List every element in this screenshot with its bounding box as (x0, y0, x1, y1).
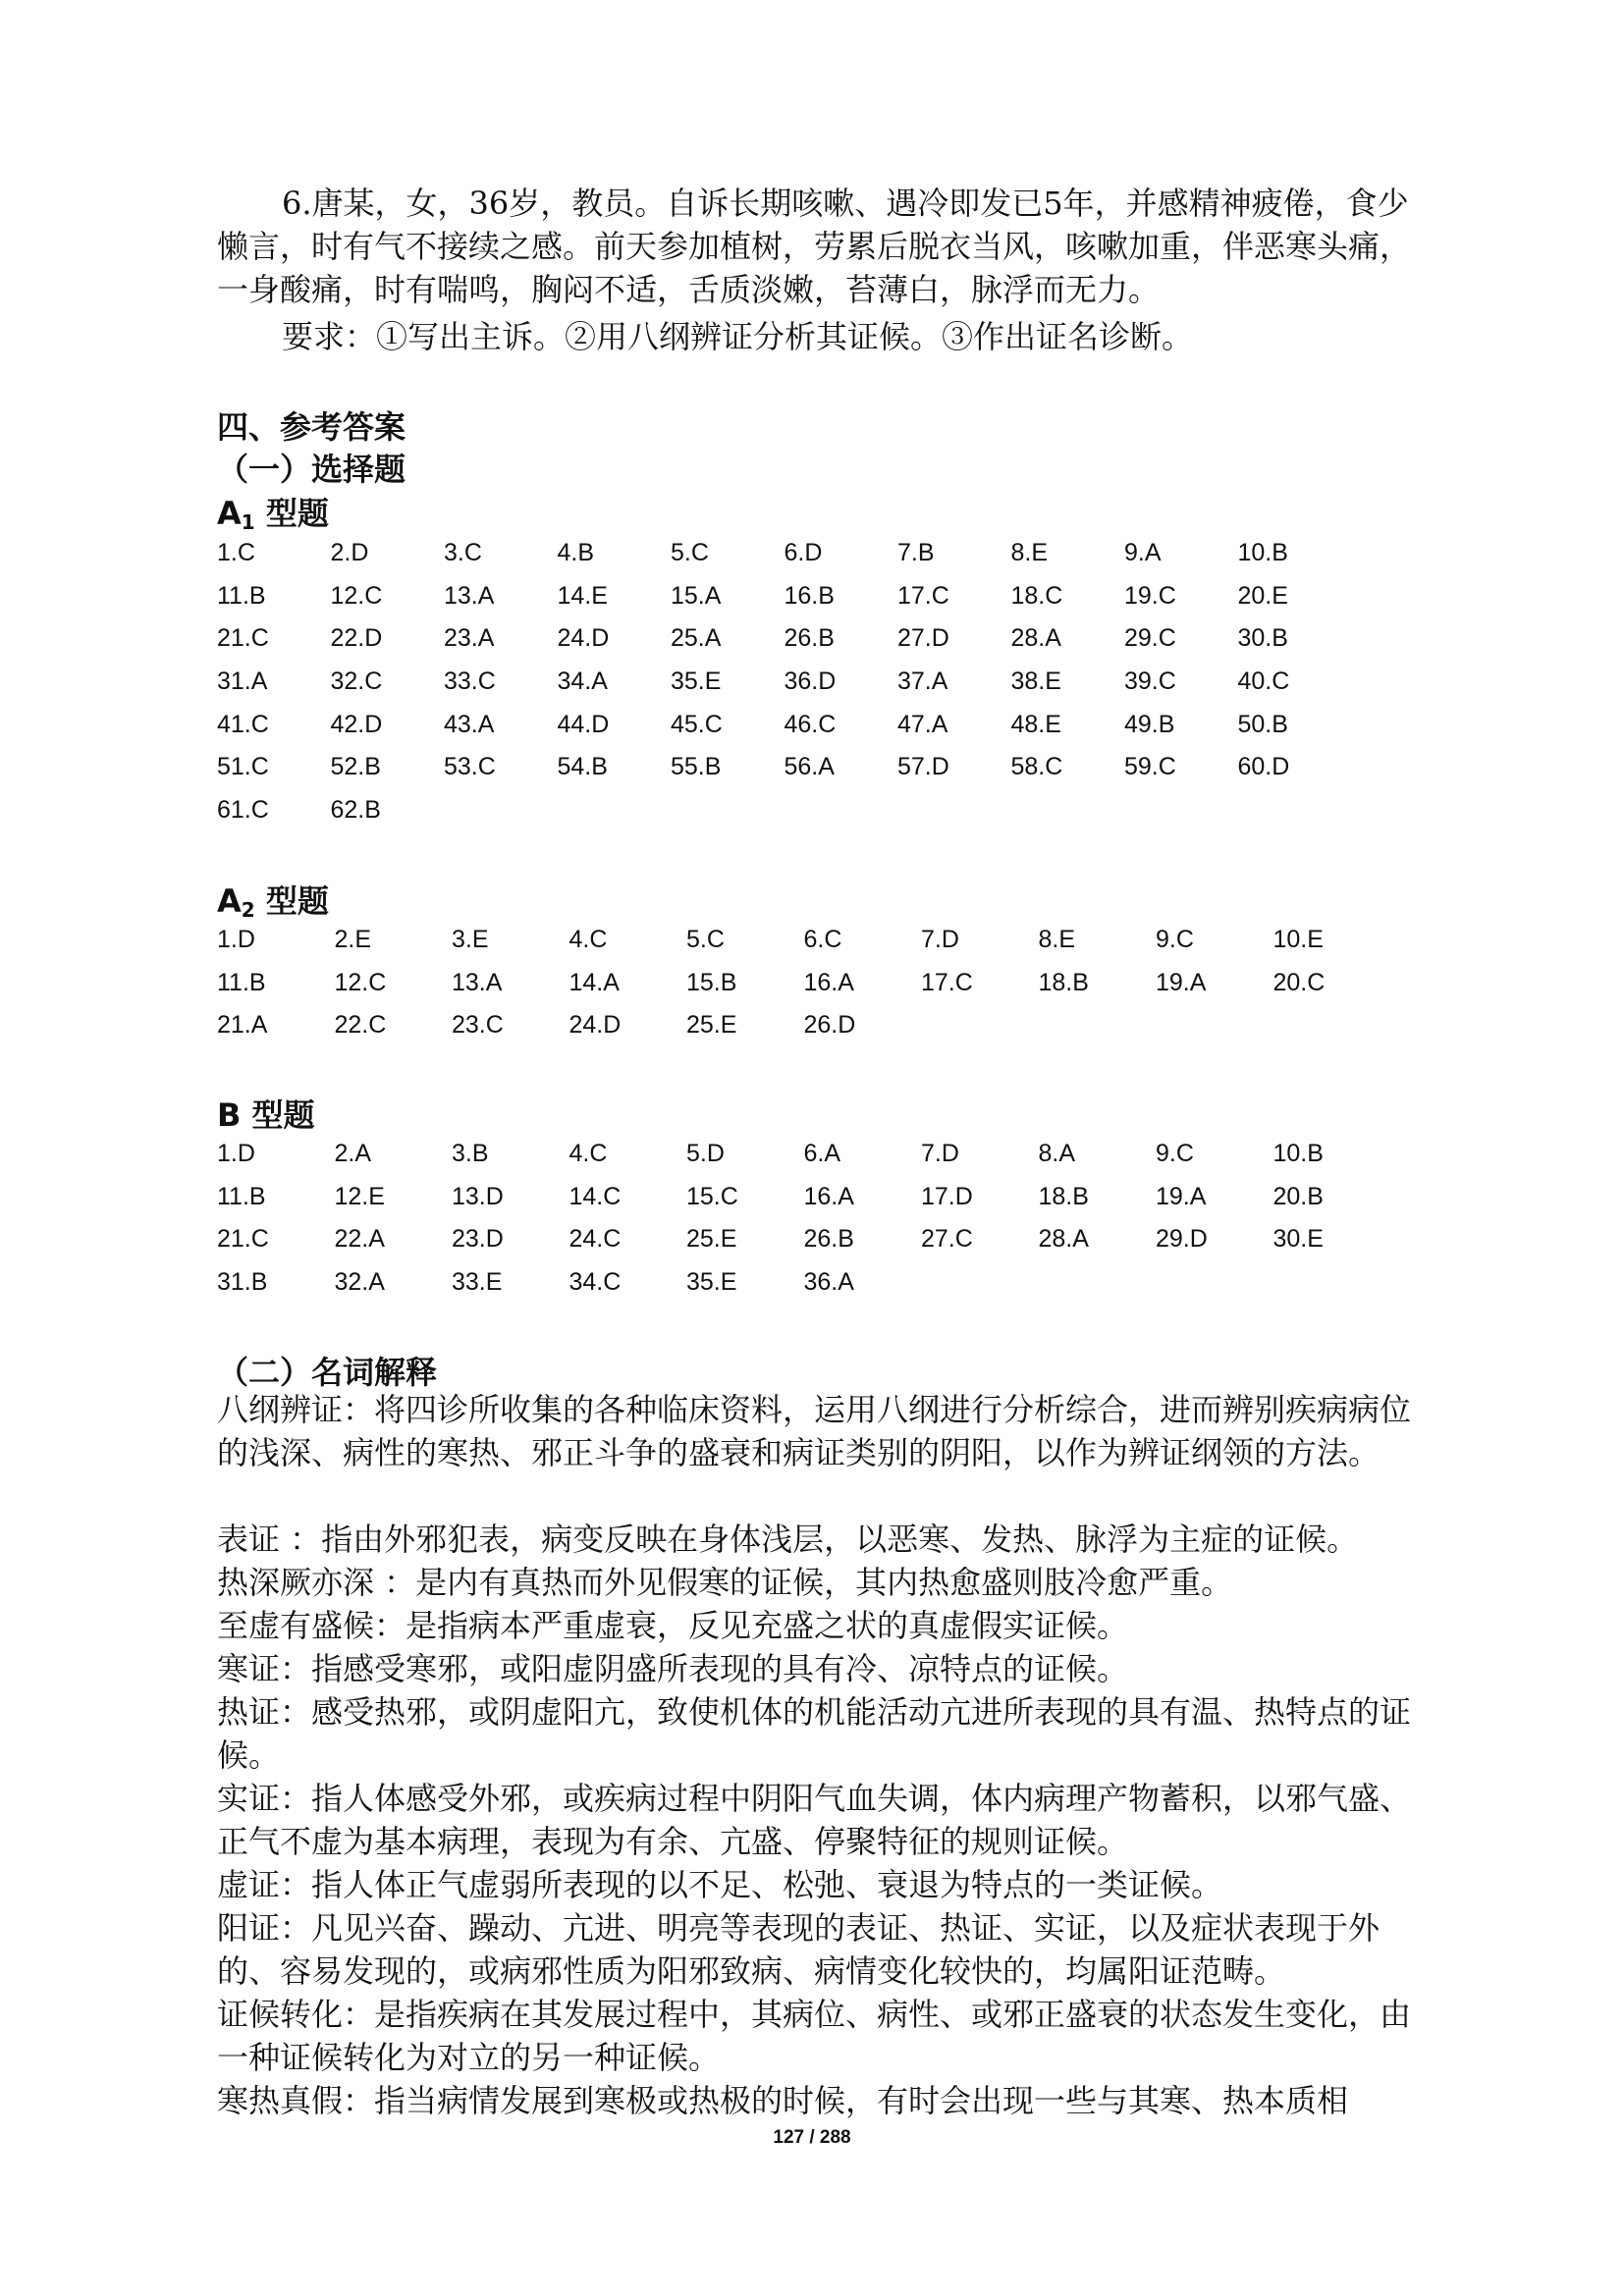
answer-cell: 47.A (897, 710, 948, 738)
answer-row (217, 582, 1351, 625)
a1-heading-sub: 1 (241, 510, 255, 534)
answer-cell: 23.D (452, 1225, 504, 1254)
answer-cell: 27.C (921, 1225, 973, 1254)
answer-cell: 33.E (452, 1268, 503, 1297)
answer-cell: 60.D (1237, 753, 1290, 781)
definition-item: 阳证：凡见兴奋、躁动、亢进、明亮等表现的表证、热证、实证，以及症状表现于外的、容易发现的，或病邪性质为阳邪致病、病情变化较快的，均属阳证范畴。 (217, 1909, 1380, 1990)
answer-cell: 44.D (557, 710, 610, 738)
answer-cell: 11.B (217, 1182, 266, 1210)
answer-cell: 21.A (217, 1011, 268, 1040)
answer-cell: 3.C (444, 539, 482, 566)
answer-row (217, 1011, 1390, 1054)
answer-cell: 23.A (444, 624, 495, 653)
answer-cell: 52.B (330, 753, 381, 781)
a2-heading-sub: 2 (241, 898, 255, 922)
answer-cell: 21.C (217, 1225, 269, 1254)
answer-cell: 11.B (217, 581, 266, 610)
answer-cell: 17.C (897, 581, 949, 610)
answer-cell: 55.B (671, 753, 722, 781)
a2-heading (217, 877, 329, 922)
answer-cell: 14.E (557, 581, 608, 610)
answer-cell: 32.A (334, 1268, 385, 1297)
answer-cell: 31.A (217, 667, 268, 696)
answer-cell: 16.A (803, 968, 854, 996)
answer-cell: 8.A (1038, 1140, 1076, 1167)
answer-cell: 20.B (1272, 1182, 1324, 1210)
answer-cell: 16.A (803, 1182, 854, 1210)
answer-cell: 4.C (568, 1140, 608, 1167)
answer-row (217, 1268, 1390, 1311)
answer-cell: 50.B (1237, 710, 1288, 738)
answer-cell: 12.E (334, 1182, 385, 1210)
answer-cell: 10.B (1272, 1140, 1324, 1167)
answer-cell: 17.D (921, 1182, 973, 1210)
answer-row (217, 753, 1351, 796)
answer-cell: 15.B (686, 968, 737, 996)
answer-cell: 54.B (557, 753, 608, 781)
answer-cell: 22.C (334, 1011, 387, 1040)
answer-row (217, 667, 1351, 711)
case-paragraph: 6.唐某，女，36岁，教员。自诉长期咳嗽、遇冷即发已5年，并感精神疲倦，食少懒言，时有气不接续之感。前天参加植树，劳累后脱衣当风，咳嗽加重，伴恶寒头痛，一身酸痛，时有喘鸣，胸闷不适，舌质淡嫩，苔薄白，脉浮而无力。 (217, 185, 1412, 308)
answer-cell: 4.B (557, 539, 595, 566)
a2-heading-main: A (217, 882, 242, 920)
answer-cell: 31.B (217, 1268, 268, 1297)
answer-cell: 20.C (1272, 968, 1326, 996)
answer-row (217, 926, 1390, 969)
a2-answer-grid (217, 926, 1390, 1054)
b-answer-grid (217, 1140, 1390, 1311)
answer-cell: 28.A (1038, 1225, 1089, 1254)
answer-cell: 48.E (1010, 710, 1061, 738)
case-requirement: 要求：①写出主诉。②用八纲辨证分析其证候。③作出证名诊断。 (282, 318, 1194, 355)
answer-cell: 6.D (784, 539, 823, 566)
answer-cell: 24.D (557, 624, 610, 653)
answer-cell: 56.A (784, 753, 835, 781)
answer-cell: 9.A (1124, 539, 1162, 566)
answer-cell: 18.B (1038, 1182, 1089, 1210)
answer-cell: 61.C (217, 796, 269, 825)
answer-cell: 1.D (217, 926, 255, 953)
answer-cell: 14.A (568, 968, 620, 996)
answer-cell: 7.D (921, 1140, 959, 1167)
answer-cell: 12.C (334, 968, 387, 996)
answer-cell: 49.B (1124, 710, 1175, 738)
answer-cell: 20.E (1237, 581, 1288, 610)
answer-cell: 2.D (330, 539, 369, 566)
answer-cell: 24.D (568, 1011, 622, 1040)
answer-cell: 35.E (686, 1268, 737, 1297)
answer-cell: 25.A (671, 624, 722, 653)
a1-answer-grid (217, 539, 1351, 839)
answer-cell: 5.C (671, 539, 709, 566)
answer-cell: 45.C (671, 710, 723, 738)
section-title-choice: （一）选择题 (217, 451, 406, 488)
answer-cell: 15.A (671, 581, 722, 610)
definition-item: 表证 ：指由外邪犯表，病变反映在身体浅层，以恶寒、发热、脉浮为主症的证候。 (217, 1521, 1359, 1558)
answer-cell: 37.A (897, 667, 948, 696)
answer-cell: 32.C (330, 667, 383, 696)
section-title-answers: 四、参考答案 (217, 408, 406, 446)
answer-cell: 46.C (784, 710, 837, 738)
answer-cell: 24.C (568, 1225, 622, 1254)
answer-cell: 18.B (1038, 968, 1089, 996)
answer-cell: 27.D (897, 624, 949, 653)
answer-row (217, 711, 1351, 754)
answer-cell: 19.A (1156, 1182, 1207, 1210)
answer-cell: 10.E (1272, 926, 1324, 953)
answer-cell: 21.C (217, 624, 269, 653)
answer-cell: 26.D (803, 1011, 856, 1040)
answer-cell: 13.A (444, 581, 495, 610)
a2-heading-rest: 型题 (254, 882, 329, 920)
answer-cell: 59.C (1124, 753, 1176, 781)
definition-item: 虚证：指人体正气虚弱所表现的以不足、松弛、衰退为特点的一类证候。 (217, 1866, 1223, 1903)
answer-cell: 42.D (330, 710, 383, 738)
answer-cell: 26.B (803, 1225, 854, 1254)
answer-cell: 34.C (568, 1268, 622, 1297)
answer-cell: 3.E (452, 926, 489, 953)
answer-row (217, 539, 1351, 582)
answer-cell: 2.E (334, 926, 372, 953)
answer-row (217, 1140, 1390, 1183)
answer-cell: 12.C (330, 581, 383, 610)
answer-cell: 9.C (1156, 1140, 1194, 1167)
answer-cell: 15.C (686, 1182, 738, 1210)
answer-cell: 29.C (1124, 624, 1176, 653)
answer-cell: 34.A (557, 667, 608, 696)
answer-cell: 22.D (330, 624, 383, 653)
answer-cell: 57.D (897, 753, 949, 781)
answer-cell: 13.D (452, 1182, 504, 1210)
answer-cell: 1.D (217, 1140, 255, 1167)
section-title-terms: （二）名词解释 (217, 1354, 438, 1391)
answer-cell: 14.C (568, 1182, 622, 1210)
answer-cell: 11.B (217, 968, 266, 996)
a1-heading-main: A (217, 495, 242, 532)
answer-cell: 7.B (897, 539, 935, 566)
answer-cell: 8.E (1010, 539, 1049, 566)
a1-heading (217, 489, 329, 534)
answer-cell: 29.D (1156, 1225, 1208, 1254)
answer-cell: 35.E (671, 667, 722, 696)
definition-item: 八纲辨证：将四诊所收集的各种临床资料，运用八纲进行分析综合，进而辨别疾病病位的浅深、病性的寒热、邪正斗争的盛衰和病证类别的阴阳，以作为辨证纲领的方法。 (217, 1391, 1412, 1471)
answer-row (217, 969, 1390, 1012)
answer-cell: 43.A (444, 710, 495, 738)
answer-cell: 13.A (452, 968, 503, 996)
definition-item: 证候转化：是指疾病在其发展过程中，其病位、病性、或邪正盛衰的状态发生变化，由一种证候转化为对立的另一种证候。 (217, 1996, 1412, 2076)
answer-row (217, 796, 1351, 839)
definition-item: 寒热真假：指当病情发展到寒极或热极的时候，有时会出现一些与其寒、热本质相 (217, 2082, 1349, 2119)
answer-cell: 17.C (921, 968, 973, 996)
answer-cell: 28.A (1010, 624, 1061, 653)
definition-item: 热证：感受热邪，或阴虚阳亢，致使机体的机能活动亢进所表现的具有温、热特点的证候。 (217, 1693, 1412, 1774)
answer-cell: 40.C (1237, 667, 1290, 696)
answer-row (217, 1183, 1390, 1226)
answer-cell: 58.C (1010, 753, 1063, 781)
answer-cell: 10.B (1237, 539, 1288, 566)
answer-cell: 62.B (330, 796, 381, 825)
definition-item: 热深厥亦深 ：是内有真热而外见假寒的证候，其内热愈盛则肢冷愈严重。 (217, 1564, 1233, 1601)
answer-cell: 19.C (1124, 581, 1176, 610)
page-number: 127 / 288 (773, 2127, 851, 2148)
answer-cell: 38.E (1010, 667, 1061, 696)
answer-cell: 2.A (334, 1140, 372, 1167)
answer-cell: 18.C (1010, 581, 1063, 610)
answer-cell: 39.C (1124, 667, 1176, 696)
answer-cell: 9.C (1156, 926, 1194, 953)
b-heading: B 型题 (217, 1096, 315, 1134)
a1-heading-rest: 型题 (254, 495, 329, 532)
answer-cell: 4.C (568, 926, 608, 953)
answer-row (217, 1225, 1390, 1268)
answer-cell: 41.C (217, 710, 269, 738)
answer-cell: 30.B (1237, 624, 1288, 653)
answer-cell: 19.A (1156, 968, 1207, 996)
definition-item: 至虚有盛候：是指病本严重虚衰，反见充盛之状的真虚假实证候。 (217, 1607, 1129, 1644)
answer-cell: 1.C (217, 539, 255, 566)
answer-cell: 36.A (803, 1268, 854, 1297)
definition-item: 寒证：指感受寒邪，或阳虚阴盛所表现的具有冷、凉特点的证候。 (217, 1650, 1129, 1687)
answer-cell: 25.E (686, 1011, 737, 1040)
answer-cell: 5.D (686, 1140, 725, 1167)
answer-cell: 7.D (921, 926, 959, 953)
answer-cell: 33.C (444, 667, 496, 696)
answer-cell: 22.A (334, 1225, 385, 1254)
answer-cell: 30.E (1272, 1225, 1324, 1254)
answer-cell: 3.B (452, 1140, 489, 1167)
answer-cell: 51.C (217, 753, 269, 781)
answer-row (217, 624, 1351, 667)
answer-cell: 36.D (784, 667, 837, 696)
answer-cell: 26.B (784, 624, 835, 653)
answer-cell: 23.C (452, 1011, 504, 1040)
answer-cell: 25.E (686, 1225, 737, 1254)
answer-cell: 6.C (803, 926, 842, 953)
definition-item: 实证：指人体感受外邪，或疾病过程中阴阳气血失调，体内病理产物蓄积，以邪气盛、正气不虚为基本病理，表现为有余、亢盛、停聚特征的规则证候。 (217, 1780, 1412, 1860)
answer-cell: 5.C (686, 926, 725, 953)
answer-cell: 53.C (444, 753, 496, 781)
answer-cell: 16.B (784, 581, 835, 610)
answer-cell: 8.E (1038, 926, 1076, 953)
answer-cell: 6.A (803, 1140, 841, 1167)
